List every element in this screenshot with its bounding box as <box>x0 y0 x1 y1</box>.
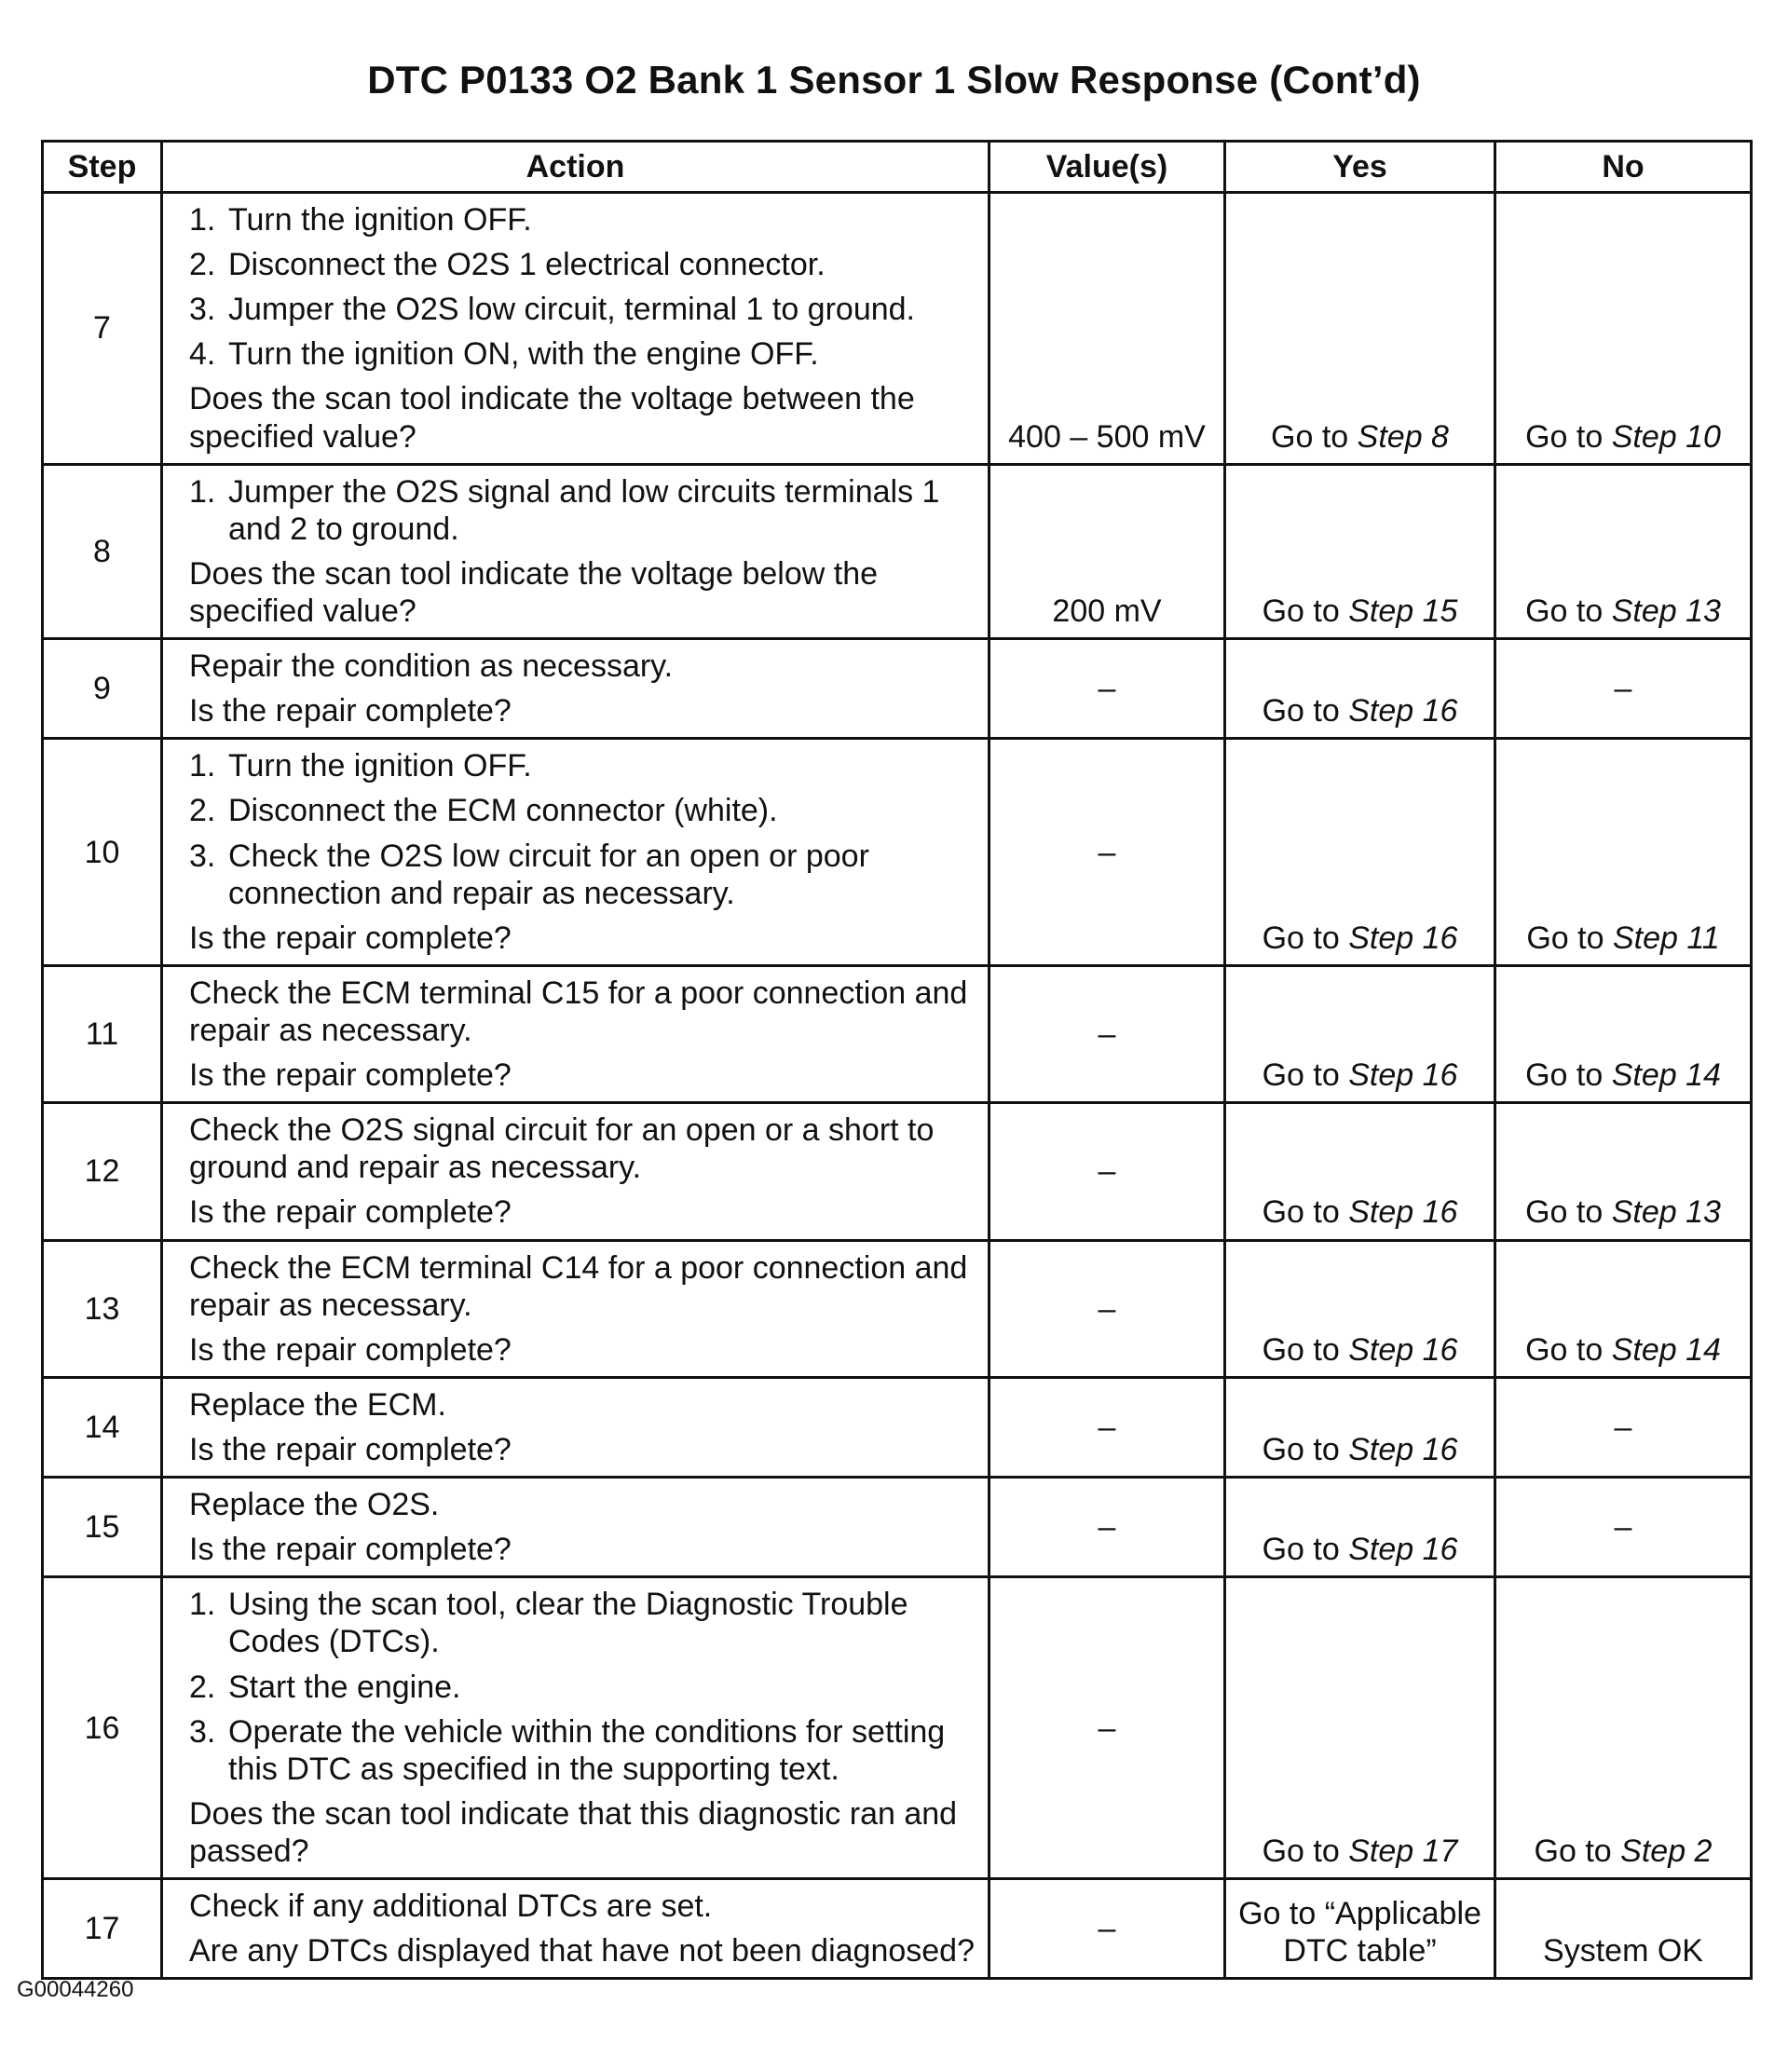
action-line-text: Check the ECM terminal C15 for a poor connection and repair as necessary. <box>189 975 968 1048</box>
action-line-text: Replace the ECM. <box>189 1386 446 1423</box>
header-values: Value(s) <box>990 142 1225 193</box>
action-line-number: 3. <box>189 1713 216 1750</box>
yes-prefix: Go to <box>1271 418 1349 455</box>
yes-step-ref: Step 8 <box>1357 418 1449 455</box>
no-cell <box>1495 464 1752 638</box>
action-line-text: Turn the ignition OFF. <box>228 748 532 784</box>
yes-text: Go to “Applicable DTC table” <box>1238 1896 1481 1970</box>
yes-cell <box>1225 1879 1495 1979</box>
action-line <box>189 1249 976 1324</box>
table-header-row <box>43 142 1752 193</box>
value-cell: – <box>990 1103 1225 1240</box>
action-line <box>189 1795 976 1870</box>
value-cell: – <box>990 1377 1225 1477</box>
table-row <box>43 965 1752 1102</box>
action-line-number: 3. <box>189 292 216 328</box>
action-line <box>189 1669 976 1706</box>
action-line <box>189 201 976 239</box>
header-no: No <box>1495 142 1752 193</box>
action-line <box>189 1056 976 1094</box>
table-row <box>43 739 1752 966</box>
yes-prefix: Go to <box>1262 1833 1340 1869</box>
yes-step-ref: Step 16 <box>1348 1331 1458 1368</box>
no-prefix: Go to <box>1525 593 1604 629</box>
action-cell <box>162 1240 990 1377</box>
step-cell: 8 <box>43 464 162 638</box>
no-cell <box>1495 965 1752 1102</box>
action-cell <box>162 639 990 739</box>
action-line-text: Replace the O2S. <box>189 1487 440 1523</box>
action-line <box>189 1431 976 1468</box>
table-row <box>43 1377 1752 1477</box>
value-cell: – <box>990 1577 1225 1879</box>
action-line <box>189 975 976 1049</box>
yes-cell <box>1225 1577 1495 1879</box>
yes-cell <box>1225 1240 1495 1377</box>
yes-prefix: Go to <box>1262 1057 1340 1094</box>
no-cell <box>1495 1377 1752 1477</box>
action-cell <box>162 1377 990 1477</box>
action-line <box>189 1531 976 1568</box>
action-line <box>189 1193 976 1231</box>
yes-step-ref: Step 16 <box>1348 1057 1458 1094</box>
action-line-text: Is the repair complete? <box>189 1194 512 1231</box>
no-step-ref: Step 14 <box>1611 1331 1721 1368</box>
step-cell: 10 <box>43 739 162 966</box>
action-cell <box>162 1478 990 1577</box>
action-line <box>189 1111 976 1186</box>
value-cell: – <box>990 639 1225 739</box>
no-prefix: Go to <box>1525 1194 1604 1231</box>
value-cell: – <box>990 739 1225 966</box>
no-prefix: Go to <box>1534 1833 1612 1869</box>
page-title: DTC P0133 O2 Bank 1 Sensor 1 Slow Response (Cont’d) <box>367 58 1421 102</box>
step-cell: 15 <box>43 1478 162 1577</box>
action-line-text: Is the repair complete? <box>189 1431 512 1467</box>
action-line-text: Turn the ignition ON, with the engine OFF. <box>228 336 819 373</box>
action-line-text: Operate the vehicle within the conditions for setting this DTC as specified in the supporting text. <box>228 1713 946 1787</box>
header-yes: Yes <box>1225 142 1495 193</box>
action-line-text: Is the repair complete? <box>189 1057 512 1094</box>
action-line <box>189 1331 976 1369</box>
action-line-number: 1. <box>189 202 216 238</box>
action-line-text: Turn the ignition OFF. <box>228 202 532 238</box>
yes-step-ref: Step 16 <box>1348 1194 1458 1231</box>
action-line-text: Does the scan tool indicate that this diagnostic ran and passed? <box>189 1795 958 1869</box>
action-line <box>189 1486 976 1523</box>
table-row <box>43 464 1752 638</box>
action-line <box>189 1586 976 1660</box>
action-line-text: Repair the condition as necessary. <box>189 648 674 685</box>
value-cell: 200 mV <box>990 464 1225 638</box>
no-step-ref: Step 14 <box>1611 1057 1721 1094</box>
action-line-number: 2. <box>189 247 216 283</box>
no-cell <box>1495 193 1752 465</box>
value-cell: – <box>990 1879 1225 1979</box>
action-line <box>189 1888 976 1925</box>
action-line-text: Start the engine. <box>228 1669 461 1705</box>
step-cell: 14 <box>43 1377 162 1477</box>
action-line <box>189 1386 976 1424</box>
action-line-text: Disconnect the ECM connector (white). <box>228 793 778 829</box>
action-line <box>189 838 976 912</box>
action-line-number: 4. <box>189 336 216 373</box>
table-row <box>43 1577 1752 1879</box>
step-cell: 7 <box>43 193 162 465</box>
action-line-text: Check the O2S low circuit for an open or poor connection and repair as necessary. <box>228 838 869 911</box>
action-line-number: 3. <box>189 838 216 874</box>
action-line-text: Check the ECM terminal C14 for a poor connection and repair as necessary. <box>189 1249 968 1323</box>
action-line-text: Using the scan tool, clear the Diagnostic Trouble Codes (DTCs). <box>228 1587 908 1660</box>
no-cell <box>1495 1478 1752 1577</box>
yes-step-ref: Step 16 <box>1348 1431 1458 1467</box>
value-cell: 400 – 500 mV <box>990 193 1225 465</box>
no-text: – <box>1614 671 1632 707</box>
action-line <box>189 920 976 957</box>
header-action: Action <box>162 142 990 193</box>
table-row <box>43 193 1752 465</box>
action-line <box>189 747 976 784</box>
action-line <box>189 246 976 283</box>
table-body <box>43 193 1752 1979</box>
action-line-text: Is the repair complete? <box>189 1532 512 1568</box>
action-line <box>189 1932 976 1970</box>
action-line-number: 1. <box>189 1587 216 1623</box>
action-cell <box>162 739 990 966</box>
action-line-text: Is the repair complete? <box>189 920 512 956</box>
no-text: – <box>1614 1409 1632 1445</box>
action-line <box>189 473 976 548</box>
action-line-number: 1. <box>189 473 216 510</box>
action-line <box>189 335 976 373</box>
action-line <box>189 648 976 685</box>
no-cell <box>1495 1879 1752 1979</box>
action-line-text: Is the repair complete? <box>189 1331 512 1368</box>
value-cell: – <box>990 1478 1225 1577</box>
no-step-ref: Step 13 <box>1611 1194 1721 1231</box>
action-line <box>189 291 976 328</box>
value-cell: – <box>990 965 1225 1102</box>
header-step: Step <box>43 142 162 193</box>
no-cell <box>1495 639 1752 739</box>
step-cell: 17 <box>43 1879 162 1979</box>
no-step-ref: Step 10 <box>1611 418 1721 455</box>
diagnostic-table <box>41 140 1753 1980</box>
table-row <box>43 639 1752 739</box>
yes-cell <box>1225 639 1495 739</box>
action-line <box>189 380 976 455</box>
yes-cell <box>1225 965 1495 1102</box>
yes-step-ref: Step 16 <box>1348 693 1458 729</box>
yes-prefix: Go to <box>1262 593 1340 629</box>
action-line <box>189 555 976 630</box>
no-step-ref: Step 2 <box>1620 1833 1713 1869</box>
no-prefix: Go to <box>1525 1331 1604 1368</box>
yes-prefix: Go to <box>1262 1431 1340 1467</box>
table-row <box>43 1478 1752 1577</box>
no-prefix: Go to <box>1525 1057 1604 1094</box>
action-line-text: Disconnect the O2S 1 electrical connector. <box>228 247 826 283</box>
action-line-text: Jumper the O2S signal and low circuits terminals 1 and 2 to ground. <box>228 473 940 547</box>
yes-prefix: Go to <box>1262 1331 1340 1368</box>
no-prefix: Go to <box>1526 920 1604 956</box>
action-cell <box>162 1103 990 1240</box>
yes-cell <box>1225 464 1495 638</box>
action-line-text: Is the repair complete? <box>189 693 512 729</box>
action-cell <box>162 1577 990 1879</box>
step-cell: 9 <box>43 639 162 739</box>
action-cell <box>162 464 990 638</box>
yes-step-ref: Step 16 <box>1348 920 1458 956</box>
action-line <box>189 792 976 829</box>
no-text: System OK <box>1543 1933 1703 1970</box>
yes-step-ref: Step 15 <box>1348 593 1458 629</box>
figure-id: G00044260 <box>17 1977 134 2002</box>
action-line <box>189 1713 976 1788</box>
action-line-text: Does the scan tool indicate the voltage between the specified value? <box>189 381 915 455</box>
yes-cell <box>1225 739 1495 966</box>
yes-cell <box>1225 1103 1495 1240</box>
no-cell <box>1495 1240 1752 1377</box>
yes-cell <box>1225 1478 1495 1577</box>
action-line-text: Are any DTCs displayed that have not been diagnosed? <box>189 1933 975 1970</box>
no-step-ref: Step 11 <box>1612 920 1720 956</box>
action-line-text: Does the scan tool indicate the voltage below the specified value? <box>189 555 879 629</box>
no-cell <box>1495 1103 1752 1240</box>
step-cell: 16 <box>43 1577 162 1879</box>
value-cell: – <box>990 1240 1225 1377</box>
action-line <box>189 692 976 729</box>
action-cell <box>162 1879 990 1979</box>
yes-prefix: Go to <box>1262 1532 1340 1568</box>
action-cell <box>162 193 990 465</box>
action-line-text: Jumper the O2S low circuit, terminal 1 to ground. <box>228 292 915 328</box>
table-row <box>43 1240 1752 1377</box>
action-cell <box>162 965 990 1102</box>
no-step-ref: Step 13 <box>1611 593 1721 629</box>
no-text: – <box>1614 1509 1632 1546</box>
action-line-text: Check the O2S signal circuit for an open or a short to ground and repair as necessary. <box>189 1112 935 1186</box>
yes-step-ref: Step 17 <box>1348 1833 1458 1869</box>
action-line-number: 1. <box>189 748 216 784</box>
yes-prefix: Go to <box>1262 1194 1340 1231</box>
yes-cell <box>1225 193 1495 465</box>
action-line-number: 2. <box>189 1669 216 1705</box>
action-line-text: Check if any additional DTCs are set. <box>189 1888 713 1925</box>
step-cell: 12 <box>43 1103 162 1240</box>
yes-cell <box>1225 1377 1495 1477</box>
no-cell <box>1495 1577 1752 1879</box>
table-row <box>43 1879 1752 1979</box>
yes-prefix: Go to <box>1262 693 1340 729</box>
step-cell: 11 <box>43 965 162 1102</box>
no-prefix: Go to <box>1525 418 1604 455</box>
step-cell: 13 <box>43 1240 162 1377</box>
action-line-number: 2. <box>189 793 216 829</box>
no-cell <box>1495 739 1752 966</box>
yes-step-ref: Step 16 <box>1348 1532 1458 1568</box>
yes-prefix: Go to <box>1262 920 1340 956</box>
table-row <box>43 1103 1752 1240</box>
